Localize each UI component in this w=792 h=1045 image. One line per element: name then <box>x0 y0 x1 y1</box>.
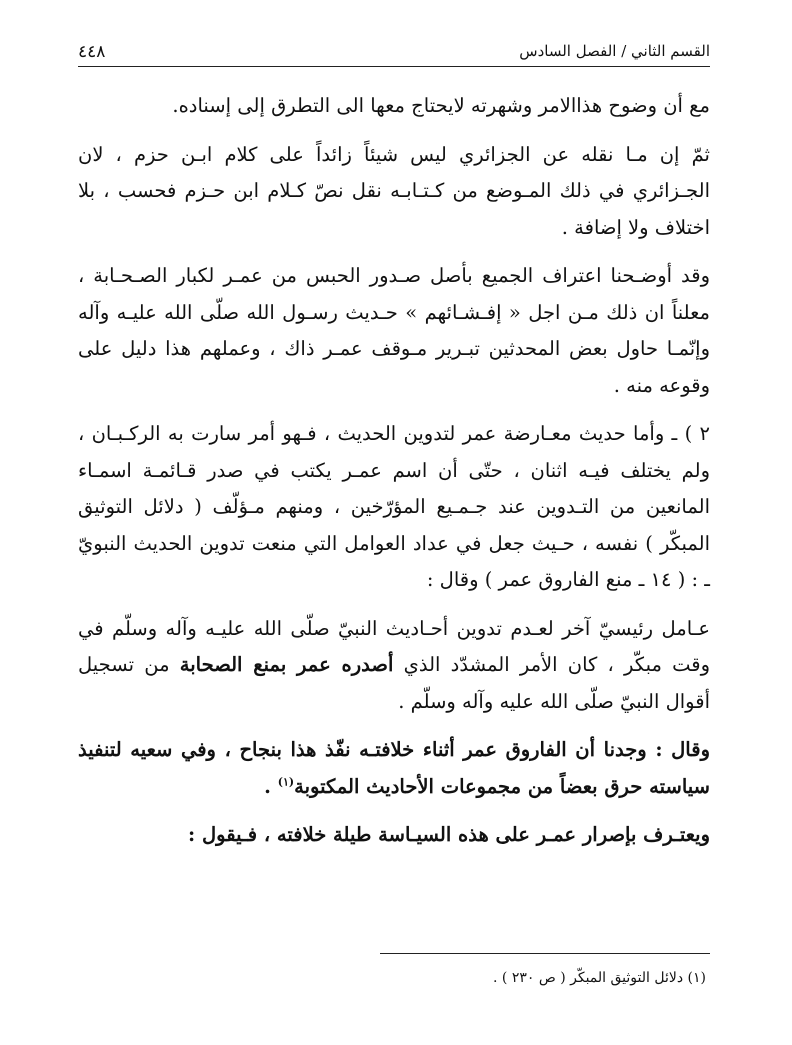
quote2-text-a: : وجدنا أن الفاروق <box>505 738 663 761</box>
quote-paragraph-2 <box>78 732 710 805</box>
footnote-ref: (١) <box>277 775 295 788</box>
quote1-text-b: من تسجيل أقوال النبيّ صلّى الله عليه وآله وسلّم . <box>78 653 710 713</box>
paragraph-2: ثمّ إن مـا نقله عن الجزائري ليس شيئاً زائداً على كلام ابـن حزم ، لان الجـزائري في ذلك المـوضع من كـتـابـه نقل نصّ كـلام ابن حـزم فحسب ، بلا اختلاف ولا إضافة . <box>78 142 710 239</box>
footnote: (١) دلائل التوثيق المبكّر ( ص ٢٣٠ ) . <box>493 970 706 986</box>
quote2-text-c: بعضاً من مجموعات الأحاديث المكتوبة <box>294 774 598 798</box>
paragraph-3: وقد أوضـحنا اعتراف الجميع بأصل صـدور الحبس من عمـر لكبار الصـحـابة ، معلناً ان ذلك مـن اجل « إفـشـائهم » حـديث رسـول الله صلّى الله عليـه وآله وإنّمـا حاول بعض المحدثين تبـرير مـوقف عمـر ذاك ، وعملهم هذا دليل على وقوعه منه . <box>78 264 710 397</box>
quote2-lead: وقال <box>671 738 710 761</box>
main-text <box>78 88 710 854</box>
quote1-bold: أصدره عمر بمنع الصحابة <box>179 653 394 676</box>
quote2-name: عمر <box>463 738 497 761</box>
paragraph-1: مع أن وضوح هذاالامر وشهرته لايحتاج معها الى التطرق إلى إسناده. <box>172 94 710 117</box>
quote2-text-b: أثناء خلافتـه نفّذ هذا بنجاح ، وفي سعيه لتنفيذ سياسته <box>78 738 710 798</box>
paragraph-4: ٢ ) ـ وأما حديث معـارضة عمر لتدوين الحديث ، فـهو أمر سارت به الركـبـان ، ولم يختلف فيـه اثنان ، حتّى أن اسم عمـر يكتب في صدر قـائمـة اسمـاء المانعين من التـدوين عند جـمـيع المؤرّخين ، ومنهم مـؤلّف ( دلائل التوثيق المبكّر ) نفسه ، حـيث جعل في عداد العوامل التي منعت تدوين الحديث النبويّ ـ : ( ١٤ ـ منع الفاروق عمر ) وقال : <box>78 422 710 591</box>
chapter-title: القسم الثاني / الفصل السادس <box>519 42 710 60</box>
quote2-burn: حرق <box>604 774 643 798</box>
page-header <box>78 36 710 67</box>
quote2-end: . <box>264 774 271 798</box>
paragraph-last: ويعتـرف بإصرار عمـر على هذه السيـاسة طيلة خلافته ، فـيقول : <box>188 823 710 846</box>
quote-paragraph-1 <box>78 611 710 721</box>
page-number: ٤٤٨ <box>78 42 106 62</box>
footnote-divider <box>380 953 710 954</box>
quote1-text-a: عـامل رئيسيّ آخر لعـدم تدوين أحـاديث النبيّ صلّى الله عليـه وآله وسلّم في وقت مبكّر ، كان الأمر المشدّد الذي <box>78 616 711 676</box>
